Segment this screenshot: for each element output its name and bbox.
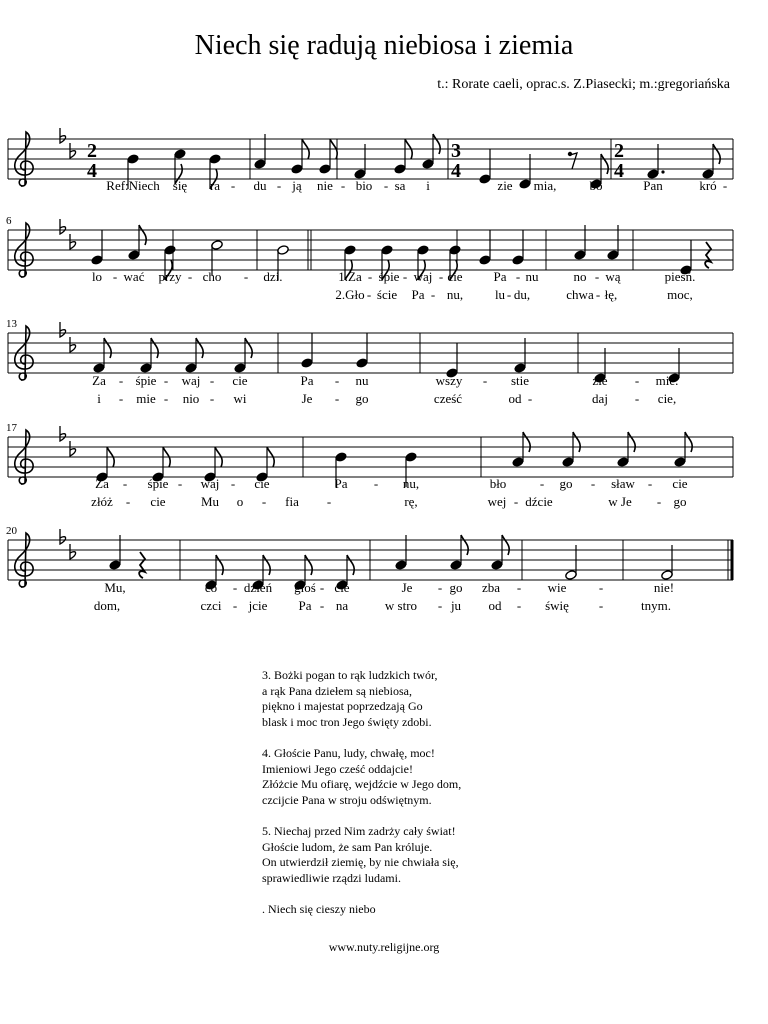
lyric-syllable: dzi.: [263, 269, 283, 284]
lyric-syllable: moc,: [667, 287, 693, 302]
lyric-syllable: Pa: [411, 287, 425, 302]
lyric-syllable: nie: [317, 178, 333, 193]
lyric-syllable: cie: [254, 476, 270, 491]
lyric-syllable: -: [539, 476, 545, 491]
lyric-syllable: sa: [394, 178, 406, 193]
verse-line: blask i moc tron Jego święty zdobi.: [262, 714, 432, 729]
time-signature-denominator: 4: [451, 160, 461, 182]
lyric-syllable: nio: [182, 391, 200, 406]
staff-system: [6, 525, 733, 613]
lyric-syllable: cie: [447, 269, 463, 284]
lyric-syllable: bło: [489, 476, 507, 491]
lyric-syllable: waj: [413, 269, 433, 284]
lyric-syllable: -: [522, 178, 528, 193]
lyric-syllable: fia: [285, 494, 299, 509]
lyric-syllable: wie: [547, 580, 567, 595]
lyric-syllable: -: [112, 269, 118, 284]
lyric-syllable: wą: [605, 269, 621, 284]
lyric-syllable: -: [367, 269, 373, 284]
verse-line: On utwierdził ziemię, by nie chwiała się,: [262, 855, 459, 870]
lyric-syllable: du: [253, 178, 267, 193]
lyric-syllable: ście: [376, 287, 398, 302]
lyric-syllable: złóż: [91, 494, 113, 509]
lyric-syllable: -: [634, 373, 640, 388]
verse-line: sprawiedliwie rządzi ludami.: [262, 870, 401, 885]
staff-system: [8, 128, 733, 193]
verse-line: . Niech się cieszy niebo: [262, 901, 376, 916]
lyric-syllable: Mu,: [104, 580, 126, 595]
time-signature-numerator: 2: [614, 140, 624, 162]
lyric-syllable: -: [319, 598, 325, 613]
lyric-syllable: o: [236, 494, 244, 509]
lyric-syllable: -: [595, 287, 601, 302]
lyric-syllable: od: [488, 598, 502, 613]
verses-block: [262, 668, 461, 933]
lyric-syllable: go: [355, 391, 369, 406]
footer-url[interactable]: www.nuty.religijne.org: [328, 940, 440, 954]
lyric-syllable: Mu: [200, 494, 220, 509]
measure-number: 6: [6, 215, 12, 227]
lyric-syllable: i: [426, 178, 430, 193]
lyric-syllable: -: [515, 269, 521, 284]
lyric-syllable: jcie: [248, 598, 268, 613]
flat-sign-icon: [60, 426, 66, 441]
lyric-syllable: -: [118, 373, 124, 388]
lyric-syllable: świę: [545, 598, 569, 613]
lyric-syllable: nu,: [446, 287, 464, 302]
lyric-syllable: 1.Za: [338, 269, 362, 284]
lyric-syllable: go: [559, 476, 573, 491]
lyric-syllable: -: [334, 373, 340, 388]
lyric-syllable: zba: [481, 580, 501, 595]
lyric-syllable: bo: [589, 178, 603, 193]
lyric-syllable: bio: [355, 178, 373, 193]
lyric-syllable: -: [438, 269, 444, 284]
verse-line: Imieniowi Jego cześć oddajcie!: [262, 761, 413, 776]
lyric-syllable: lo: [91, 269, 103, 284]
lyric-syllable: wej: [487, 494, 507, 509]
lyric-syllable: -: [634, 391, 640, 406]
lyric-syllable: cie: [672, 476, 688, 491]
song-title: Niech się radują niebiosa i ziemia: [194, 30, 574, 61]
lyric-syllable: Ref:Niech: [106, 178, 160, 193]
lyric-syllable: -: [366, 287, 372, 302]
lyric-syllable: -: [590, 476, 596, 491]
lyric-syllable: śpie: [147, 476, 169, 491]
verse-line: Złóżcie Mu ofiarę, wejdźcie w Jego dom,: [262, 777, 462, 792]
note: [91, 230, 103, 265]
lyric-syllable: -: [177, 476, 183, 491]
lyric-syllable: -: [516, 580, 522, 595]
note: [479, 149, 491, 184]
flat-sign-icon: [60, 219, 66, 234]
flat-sign-icon: [60, 322, 66, 337]
lyric-syllable: czci: [200, 598, 222, 613]
lyric-syllable: -: [326, 494, 332, 509]
lyric-syllable: ra: [209, 178, 221, 193]
lyric-syllable: sław: [611, 476, 635, 491]
lyric-syllable: -: [437, 580, 443, 595]
verse-3: [262, 668, 461, 730]
lyric-syllable: tnym.: [641, 598, 671, 613]
lyric-syllable: rę,: [404, 494, 418, 509]
flat-sign-icon: [70, 337, 76, 352]
lyric-syllable: mie: [136, 391, 156, 406]
lyric-syllable: -: [276, 178, 282, 193]
measure-number: 20: [6, 525, 17, 537]
lyric-syllable: głoś: [294, 580, 316, 595]
lyric-syllable: -: [209, 373, 215, 388]
lyric-syllable: -: [383, 178, 389, 193]
time-signature-denominator: 4: [614, 160, 624, 182]
lyric-syllable: pieśń.: [664, 269, 696, 284]
lyric-syllable: -: [656, 494, 662, 509]
note: [301, 333, 313, 368]
lyric-syllable: -: [527, 391, 533, 406]
lyric-syllable: -: [598, 580, 604, 595]
time-signature-denominator: 4: [87, 160, 97, 182]
eighth-rest-icon: [568, 152, 577, 169]
lyric-syllable: na: [335, 598, 349, 613]
lyric-syllable: cie: [232, 373, 248, 388]
lyric-syllable: kró: [699, 178, 717, 193]
lyric-syllable: cho: [202, 269, 222, 284]
lyric-syllable: stie: [510, 373, 530, 388]
lyric-syllable: 2.Gło: [335, 287, 365, 302]
credits-line: t.: Rorate caeli, oprac.s. Z.Piasecki; m.:gregoriańska: [437, 77, 730, 92]
lyric-syllable: du,: [513, 287, 531, 302]
verse-line: 3. Bożki pogan to rąk ludzkich twór,: [262, 668, 438, 682]
flat-sign-icon: [70, 143, 76, 158]
lyric-syllable: Za: [95, 476, 109, 491]
lyric-syllable: -: [513, 494, 519, 509]
lyric-syllable: Je: [301, 391, 313, 406]
lyric-syllable: od: [508, 391, 522, 406]
lyric-syllable: -: [232, 580, 238, 595]
lyric-syllable: -: [373, 476, 379, 491]
lyric-syllable: się: [172, 178, 188, 193]
lyric-syllable: wi: [233, 391, 247, 406]
lyric-syllable: -: [209, 391, 215, 406]
lyric-syllable: cie,: [657, 391, 677, 406]
lyric-syllable: wać: [123, 269, 145, 284]
note: [356, 333, 368, 368]
lyric-syllable: nu: [355, 373, 369, 388]
lyric-syllable: waj: [181, 373, 201, 388]
lyric-syllable: -: [598, 598, 604, 613]
verse-line: a rąk Pana dziełem są niebiosa,: [262, 683, 412, 698]
lyric-syllable: -: [243, 269, 249, 284]
lyric-syllable: -: [482, 373, 488, 388]
lyric-syllable: mia,: [533, 178, 557, 193]
quarter-rest-icon: [139, 552, 145, 578]
verse-line: Głoście ludom, że sam Pan króluje.: [262, 839, 433, 854]
measure-number: 17: [6, 422, 17, 434]
lyric-syllable: -: [430, 287, 436, 302]
verse-ending: [262, 902, 461, 918]
lyric-syllable: -: [232, 598, 238, 613]
lyric-syllable: wszy: [435, 373, 463, 388]
lyric-syllable: przy: [158, 269, 182, 284]
note: [479, 230, 491, 265]
lyric-syllable: cie: [334, 580, 350, 595]
lyric-syllable: zie: [592, 373, 608, 388]
staff-system: [6, 215, 733, 302]
lyric-syllable: mie.: [655, 373, 679, 388]
time-signature-numerator: 3: [451, 140, 461, 162]
lyric-syllable: cie: [150, 494, 166, 509]
lyric-syllable: ju: [450, 598, 462, 613]
lyric-syllable: -: [261, 494, 267, 509]
staff-system: [6, 318, 733, 406]
lyric-syllable: Pa: [334, 476, 348, 491]
lyric-syllable: -: [594, 269, 600, 284]
verse-5: [262, 824, 461, 886]
lyric-syllable: daj: [592, 391, 608, 406]
lyric-syllable: dom,: [93, 598, 121, 613]
lyric-syllable: Pa: [298, 598, 312, 613]
lyric-syllable: -: [647, 476, 653, 491]
lyric-syllable: -: [506, 287, 512, 302]
verse-line: 4. Głoście Panu, ludy, chwałę, moc!: [262, 745, 435, 760]
flat-sign-icon: [70, 234, 76, 249]
time-signature-numerator: 2: [87, 140, 97, 162]
verse-line: 5. Niechaj przed Nim zadrży cały świat!: [262, 823, 456, 838]
flat-sign-icon: [70, 441, 76, 456]
flat-sign-icon: [60, 529, 66, 544]
lyric-syllable: i: [97, 391, 101, 406]
lyric-syllable: -: [163, 391, 169, 406]
lyric-syllable: -: [437, 598, 443, 613]
lyric-syllable: -: [516, 598, 522, 613]
lyric-syllable: -: [163, 373, 169, 388]
lyric-syllable: nu,: [402, 476, 420, 491]
lyric-syllable: -: [402, 269, 408, 284]
verse-line: piękno i majestat poprzedzają Go: [262, 699, 423, 714]
lyric-syllable: łę,: [604, 287, 618, 302]
lyric-syllable: -: [230, 178, 236, 193]
lyric-syllable: Pa: [300, 373, 314, 388]
verse-line: czcijcie Pana w stroju odświętnym.: [262, 792, 432, 807]
lyric-syllable: co: [204, 580, 218, 595]
lyric-syllable: -: [340, 178, 346, 193]
lyric-syllable: śpie: [378, 269, 400, 284]
lyric-syllable: waj: [200, 476, 220, 491]
lyric-syllable: lu: [494, 287, 506, 302]
flat-sign-icon: [70, 544, 76, 559]
lyric-syllable: -: [319, 580, 325, 595]
lyric-syllable: Pan: [643, 178, 663, 193]
lyric-syllable: go: [449, 580, 463, 595]
lyric-syllable: go: [673, 494, 687, 509]
verse-4: [262, 746, 461, 808]
measure-number: 13: [6, 318, 17, 330]
staff-system: [6, 422, 733, 509]
lyric-syllable: -: [187, 269, 193, 284]
lyric-syllable: w stro: [384, 598, 418, 613]
lyric-syllable: śpie: [135, 373, 157, 388]
lyric-syllable: ją: [292, 178, 302, 193]
lyric-syllable: nie!: [653, 580, 675, 595]
lyric-syllable: chwa: [566, 287, 594, 302]
lyric-syllable: w Je: [608, 494, 632, 509]
lyric-syllable: Je: [401, 580, 413, 595]
lyric-syllable: -: [125, 494, 131, 509]
lyric-syllable: dźcie: [525, 494, 553, 509]
lyric-syllable: Za: [92, 373, 106, 388]
quarter-rest-icon: [705, 242, 711, 268]
lyric-syllable: no: [573, 269, 587, 284]
lyric-syllable: -: [230, 476, 236, 491]
lyric-syllable: Pa: [493, 269, 507, 284]
lyric-syllable: -: [722, 178, 728, 193]
lyric-syllable: -: [118, 391, 124, 406]
lyric-syllable: cześć: [433, 391, 463, 406]
lyric-syllable: zie: [497, 178, 513, 193]
flat-sign-icon: [60, 128, 66, 143]
lyric-syllable: nu: [525, 269, 539, 284]
note: [512, 230, 524, 265]
lyric-syllable: -: [122, 476, 128, 491]
lyric-syllable: -: [334, 391, 340, 406]
lyric-syllable: dzień: [243, 580, 273, 595]
